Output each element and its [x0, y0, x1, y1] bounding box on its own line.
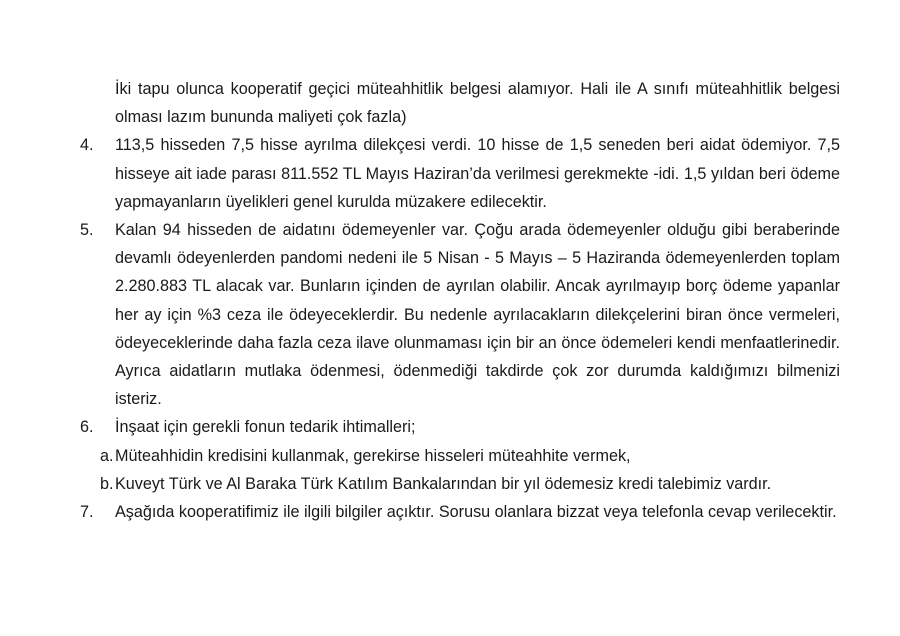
sub-item-a	[80, 442, 840, 470]
list-item-text: 113,5 hisseden 7,5 hisse ayrılma dilekçesi verdi. 10 hisse de 1,5 seneden beri aidat ödemiyor. 7,5 hisseye ait iade parası 811.552 TL Mayıs Haziran’da verilmesi gerekmekte -idi. 1,5 yıldan beri ödeme yapmayanların üyelikleri genel kurulda müzakere edilecektir.	[115, 136, 840, 211]
document-body	[80, 75, 840, 526]
list-item-text: İnşaat için gerekli fonun tedarik ihtimalleri;	[115, 418, 416, 437]
list-item-text: Kalan 94 hisseden de aidatını ödemeyenler var. Çoğu arada ödemeyenler olduğu gibi beraberinde devamlı ödeyenlerden pandomi nedeni ile 5 Nisan - 5 Mayıs – 5 Haziranda ödemeyenlerden toplam 2.280.883 TL alacak var. Bunların içinden de ayrılan olabilir. Ancak ayrılmayıp borç ödeme yapanlar her ay için %3 ceza ile ödeyeceklerdir. Bu nedenle ayrılacakların dilekçelerini biran önce vermeleri, ödeyeceklerinde daha fazla ceza ilave olunmaması için bir an önce ödemeleri kendi menfaatlerinedir. Ayrıca aidatların mutlaka ödenmesi, ödenmediği takdirde çok zor durumda kaldığımızı bilmenizi isteriz.	[115, 221, 840, 409]
list-item-number: 4.	[80, 136, 94, 155]
sub-item-letter: a.	[100, 446, 114, 465]
sub-item-text: Müteahhidin kredisini kullanmak, gerekirse hisseleri müteahhite vermek,	[115, 446, 631, 465]
list-item-7	[80, 498, 840, 526]
list-item-number: 5.	[80, 221, 94, 240]
list-item-4	[80, 131, 840, 216]
list-item-6	[80, 413, 840, 441]
list-item-text: Aşağıda kooperatifimiz ile ilgili bilgiler açıktır. Sorusu olanlara bizzat veya telefonla cevap verilecektir.	[115, 503, 837, 522]
sub-item-letter: b.	[100, 474, 114, 493]
continuation-paragraph: İki tapu olunca kooperatif geçici müteahhitlik belgesi alamıyor. Hali ile A sınıfı müteahhitlik belgesi olması lazım bununda maliyeti çok fazla)	[115, 80, 840, 127]
list-item-number: 7.	[80, 503, 94, 522]
sub-item-b	[80, 470, 840, 498]
list-item-number: 6.	[80, 418, 94, 437]
sub-item-text: Kuveyt Türk ve Al Baraka Türk Katılım Bankalarından bir yıl ödemesiz kredi talebimiz vardır.	[115, 474, 772, 493]
list-item-5	[80, 216, 840, 413]
